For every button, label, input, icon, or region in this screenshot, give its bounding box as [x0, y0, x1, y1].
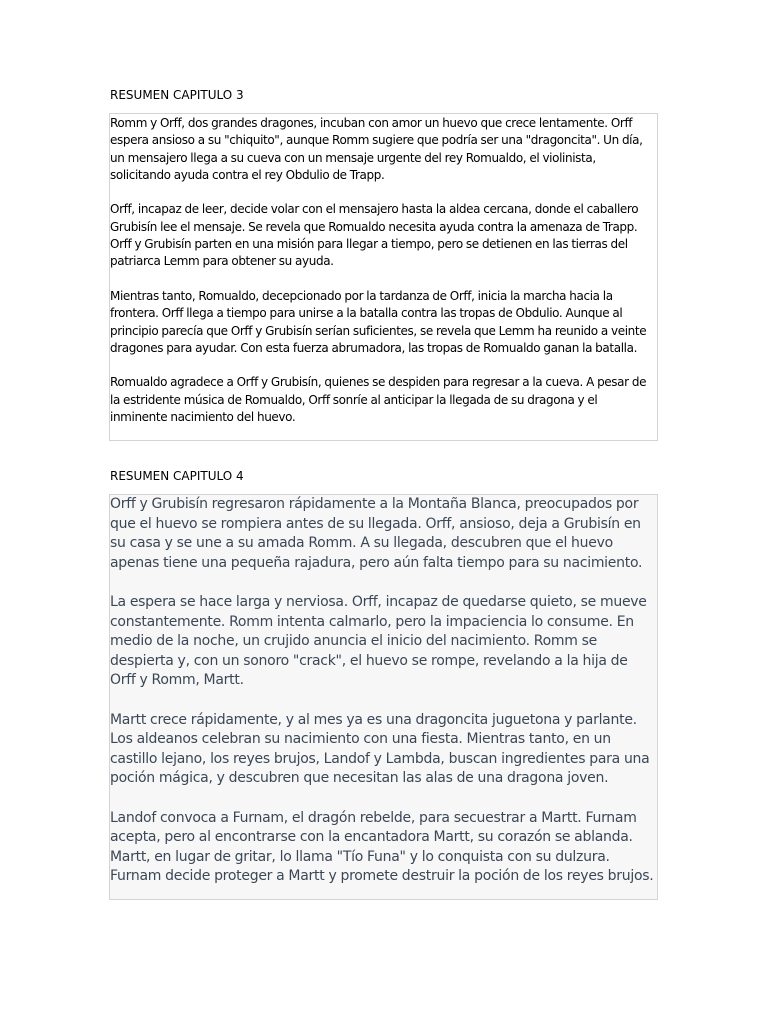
chapter-4-paragraph-4: Landof convoca a Furnam, el dragón rebelde, para secuestrar a Martt. Furnam acepta, pero al encontrarse con la encantadora Martt, su corazón se ablanda. Martt, en lugar de gritar, lo llama "Tío Funa" y lo conquista con su dulzura. Furnam decide proteger a Martt y promete destruir la poción de los reyes brujos. — [110, 809, 654, 885]
chapter-3-paragraph-1: Romm y Orff, dos grandes dragones, incuban con amor un huevo que crece lentamente. Orff espera ansioso a su "chiquito", aunque Romm sugiere que podría ser una "dragoncita". Un día, un mensajero llega a su cueva con un mensaje urgente del rey Romualdo, el violinista, solicitando ayuda contra el rey Obdulio de Trapp. — [110, 116, 643, 182]
chapter-4-paragraph-3: Martt crece rápidamente, y al mes ya es una dragoncita juguetona y parlante. Los aldeanos celebran su nacimiento con una fiesta. Mientras tanto, en un castillo lejano, los reyes brujos, Landof y Lambda, buscan ingredientes para una poción mágica, y descubren que necesitan las alas de una dragona joven. — [110, 711, 650, 787]
chapter-4-summary-box — [109, 494, 658, 900]
chapter-3-paragraph-3: Mientras tanto, Romualdo, decepcionado por la tardanza de Orff, inicia la marcha hacia la frontera. Orff llega a tiempo para unirse a la batalla contra las tropas de Obdulio. Aunque al principio parecía que Orff y Grubisín serían suficientes, se revela que Lemm ha reunido a veinte dragones para ayudar. Con esta fuerza abrumadora, las tropas de Romualdo ganan la batalla. — [110, 288, 647, 355]
chapter-3-paragraph-4: Romualdo agradece a Orff y Grubisín, quienes se despiden para regresar a la cueva. A pesar de la estridente música de Romualdo, Orff sonríe al anticipar la llegada de su dragona y el inminente nacimiento del huevo. — [110, 375, 647, 425]
chapter-3-heading: RESUMEN CAPITULO 3 — [110, 88, 244, 102]
chapter-4-paragraph-1: Orff y Grubisín regresaron rápidamente a la Montaña Blanca, preocupados por que el huevo se rompiera antes de su llegada. Orff, ansioso, deja a Grubisín en su casa y se une a su amada Romm. A su llegada, descubren que el huevo apenas tiene una pequeña rajadura, pero aún falta tiempo para su nacimiento. — [110, 496, 643, 571]
chapter-4-heading: RESUMEN CAPITULO 4 — [110, 469, 244, 483]
chapter-3-summary-box — [109, 113, 658, 441]
chapter-3-paragraph-2: Orff, incapaz de leer, decide volar con el mensajero hasta la aldea cercana, donde el caballero Grubisín lee el mensaje. Se revela que Romualdo necesita ayuda contra la amenaza de Trapp. Orff y Grubisín parten en una misión para llegar a tiempo, pero se detienen en las tierras del patriarca Lemm para obtener su ayuda. — [110, 202, 639, 269]
chapter-4-paragraph-2: La espera se hace larga y nerviosa. Orff, incapaz de quedarse quieto, se mueve constantemente. Romm intenta calmarlo, pero la impaciencia lo consume. En medio de la noche, un crujido anuncia el inicio del nacimiento. Romm se despierta y, con un sonoro "crack", el huevo se rompe, revelando a la hija de Orff y Romm, Martt. — [110, 593, 647, 689]
